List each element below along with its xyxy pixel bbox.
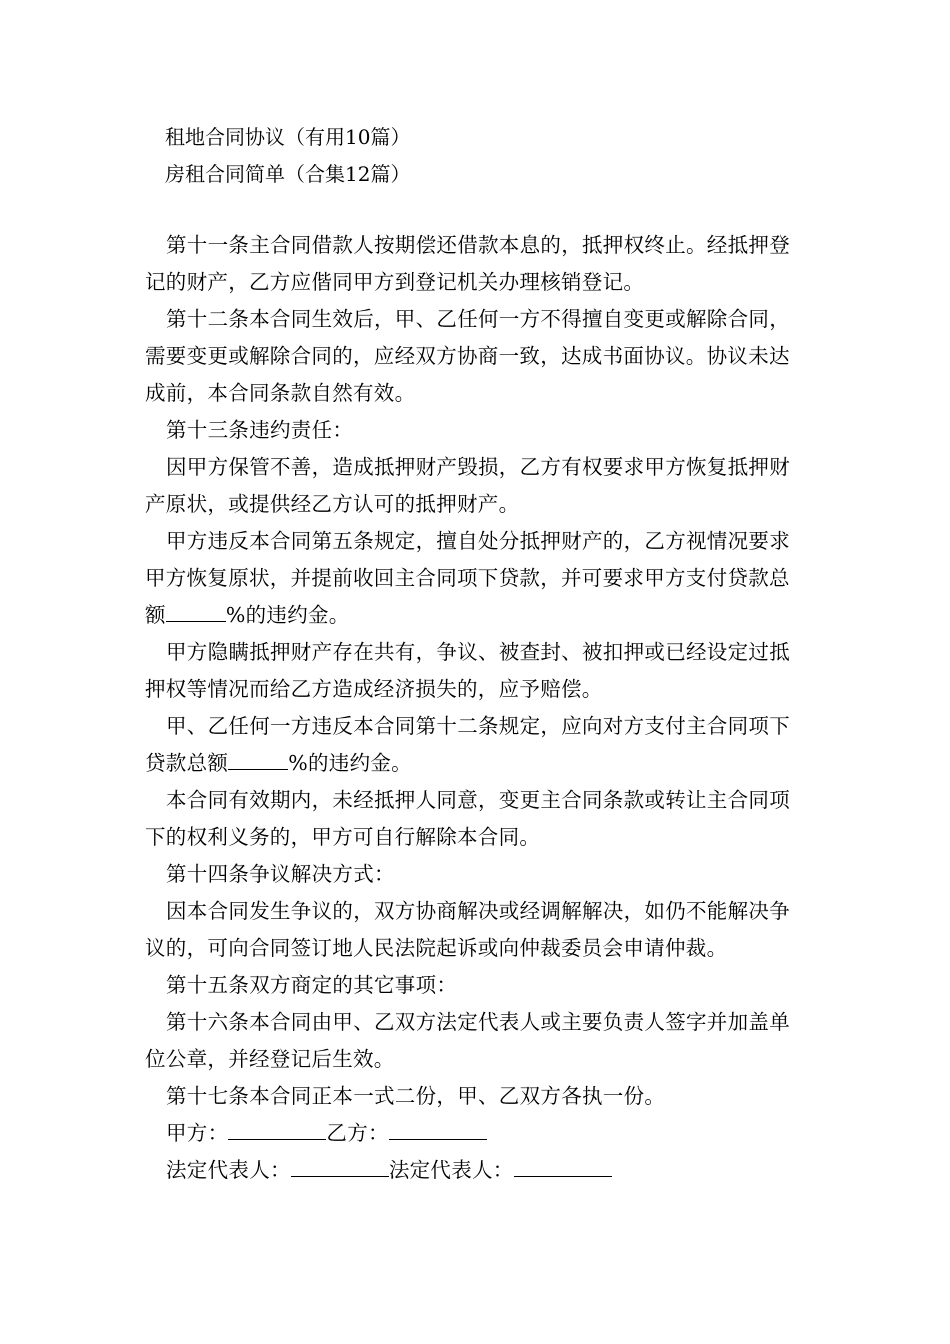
article-13-heading: 第十三条违约责任：	[166, 418, 354, 442]
party-a-label: 甲方：	[166, 1121, 229, 1145]
related-links	[165, 119, 805, 193]
party-b-blank	[389, 1119, 487, 1140]
dispute-resolution: 因本合同发生争议的，双方协商解决或经调解解决，如仍不能解决争议的，可向合同签订地人民法院起诉或向仲裁委员会申请仲裁。	[145, 899, 790, 960]
liability-breach	[145, 708, 809, 782]
article-12: 第十二条本合同生效后，甲、乙任何一方不得擅自变更或解除合同，需要变更或解除合同的，应经双方协商一致，达成书面协议。协议未达成前，本合同条款自然有效。	[145, 307, 790, 405]
signature-parties	[145, 1115, 809, 1152]
rep-b-label: 法定代表人：	[388, 1158, 514, 1182]
liability-concealment: 甲方隐瞒抵押财产存在共有，争议、被查封、被扣押或已经设定过抵押权等情况而给乙方造成经济损失的，应予赔偿。	[145, 640, 790, 701]
penalty-rate-blank-1	[166, 601, 226, 622]
liability-termination: 本合同有效期内，未经抵押人同意，变更主合同条款或转让主合同项下的权利义务的，甲方可自行解除本合同。	[145, 788, 790, 849]
related-link-1[interactable]: 租地合同协议（有用10篇）	[165, 125, 411, 149]
penalty-rate-blank-2	[228, 749, 288, 770]
article-15: 第十五条双方商定的其它事项：	[166, 973, 458, 997]
party-a-blank	[228, 1119, 326, 1140]
rep-a-label: 法定代表人：	[166, 1158, 291, 1182]
liability-breach-suffix: %的违约金。	[288, 751, 412, 775]
article-14-heading: 第十四条争议解决方式：	[166, 862, 395, 886]
liability-disposal-suffix: %的违约金。	[225, 603, 350, 627]
article-11: 第十一条主合同借款人按期偿还借款本息的，抵押权终止。经抵押登记的财产，乙方应偕同甲方到登记机关办理核销登记。	[145, 233, 790, 294]
rep-b-blank	[514, 1156, 612, 1177]
party-b-label: 乙方：	[326, 1121, 389, 1145]
signature-representatives	[145, 1152, 809, 1189]
liability-breach-text: 甲、乙任何一方违反本合同第十二条规定，应向对方支付主合同项下贷款总额	[145, 714, 790, 775]
liability-storage: 因甲方保管不善，造成抵押财产毁损，乙方有权要求甲方恢复抵押财产原状，或提供经乙方认可的抵押财产。	[145, 455, 790, 516]
contract-body	[145, 227, 809, 1189]
article-16: 第十六条本合同由甲、乙双方法定代表人或主要负责人签字并加盖单位公章，并经登记后生效。	[145, 1010, 790, 1071]
rep-a-blank	[291, 1156, 389, 1177]
related-link-2[interactable]: 房租合同简单（合集12篇）	[165, 162, 411, 186]
liability-disposal	[145, 523, 809, 634]
liability-disposal-text: 甲方违反本合同第五条规定，擅自处分抵押财产的，乙方视情况要求甲方恢复原状，并提前收回主合同项下贷款，并可要求甲方支付贷款总额	[145, 529, 790, 627]
article-17: 第十七条本合同正本一式二份，甲、乙双方各执一份。	[166, 1084, 666, 1108]
